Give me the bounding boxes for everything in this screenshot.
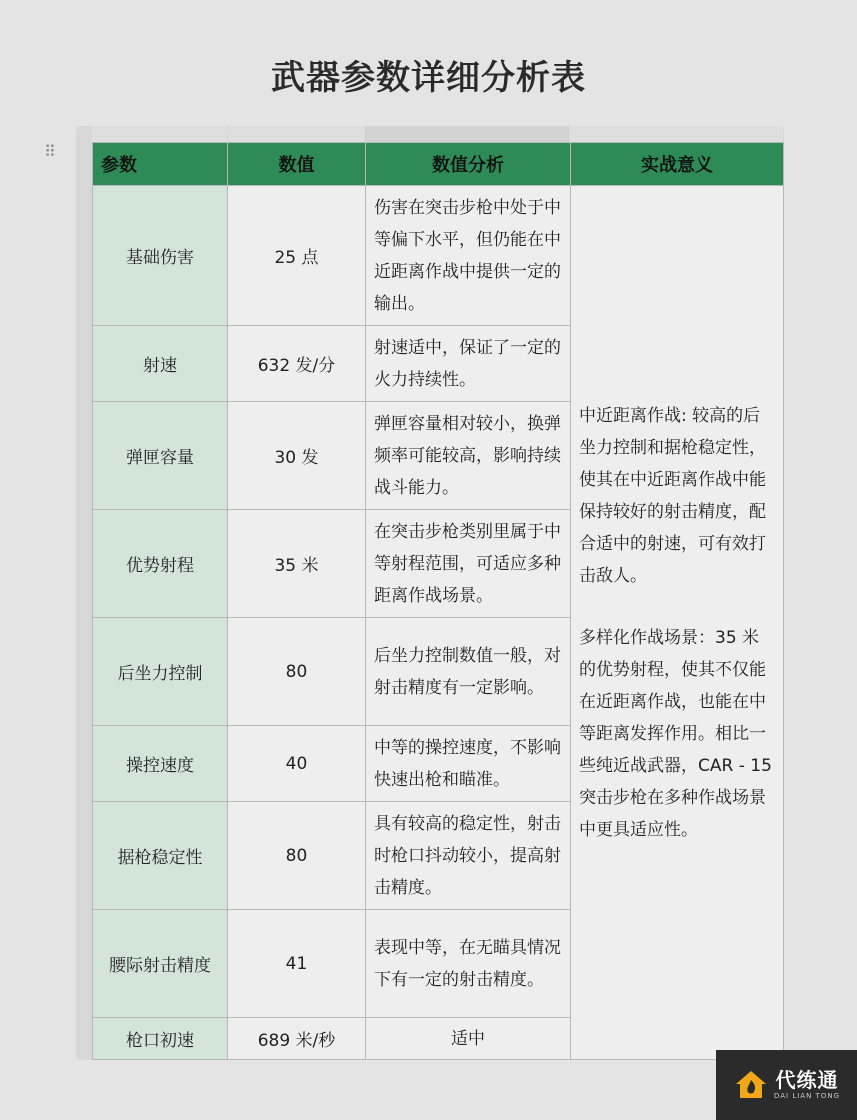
meaning-cell	[571, 186, 784, 1060]
param-name-cell: 腰际射击精度	[93, 910, 228, 1018]
watermark-text	[774, 1069, 840, 1101]
analysis-cell: 后坐力控制数值一般，对射击精度有一定影响。	[366, 618, 571, 726]
analysis-cell: 适中	[366, 1018, 571, 1060]
analysis-cell: 表现中等，在无瞄具情况下有一定的射击精度。	[366, 910, 571, 1018]
table-header-row	[93, 143, 784, 186]
param-name-cell: 弹匣容量	[93, 402, 228, 510]
column-resize-strip[interactable]	[570, 126, 783, 142]
home-flame-icon	[734, 1068, 768, 1102]
value-cell: 30 发	[228, 402, 366, 510]
meaning-spacer	[579, 592, 775, 622]
value-cell: 689 米/秒	[228, 1018, 366, 1060]
column-resize-strip[interactable]	[228, 126, 364, 142]
meaning-paragraph: 中近距离作战: 较高的后坐力控制和据枪稳定性，使其在中近距离作战中能保持较好的射击精度，配合适中的射速，可有效打击敌人。	[579, 406, 766, 586]
page-title: 武器参数详细分析表	[271, 58, 586, 98]
value-cell: 632 发/分	[228, 326, 366, 402]
header-value: 数值	[228, 143, 366, 186]
analysis-cell: 伤害在突击步枪中处于中等偏下水平，但仍能在中近距离作战中提供一定的输出。	[366, 186, 571, 326]
value-cell: 80	[228, 618, 366, 726]
analysis-cell: 射速适中，保证了一定的火力持续性。	[366, 326, 571, 402]
analysis-cell: 具有较高的稳定性，射击时枪口抖动较小，提高射击精度。	[366, 802, 571, 910]
value-cell: 35 米	[228, 510, 366, 618]
column-resize-strip[interactable]	[365, 126, 569, 142]
value-cell: 25 点	[228, 186, 366, 326]
param-name-cell: 枪口初速	[93, 1018, 228, 1060]
watermark-name: 代练通	[775, 1068, 839, 1092]
param-name-cell: 优势射程	[93, 510, 228, 618]
watermark-logo	[716, 1050, 857, 1120]
analysis-cell: 中等的操控速度，不影响快速出枪和瞄准。	[366, 726, 571, 802]
value-cell: 41	[228, 910, 366, 1018]
drag-handle-icon[interactable]: ⠿	[44, 142, 57, 161]
header-analysis: 数值分析	[366, 143, 571, 186]
value-cell: 80	[228, 802, 366, 910]
watermark-pinyin: DAI LIAN TONG	[774, 1092, 841, 1100]
param-name-cell: 后坐力控制	[93, 618, 228, 726]
header-param: 参数	[93, 143, 228, 186]
param-name-cell: 据枪稳定性	[93, 802, 228, 910]
param-name-cell: 操控速度	[93, 726, 228, 802]
meaning-paragraph: 多样化作战场景：35 米的优势射程，使其不仅能在近距离作战，也能在中等距离发挥作用。相比一些纯近战武器，CAR - 15 突击步枪在多种作战场景中更具适应性。	[579, 628, 772, 840]
weapon-params-table	[92, 142, 784, 1060]
param-name-cell: 基础伤害	[93, 186, 228, 326]
param-name-cell: 射速	[93, 326, 228, 402]
analysis-cell: 在突击步枪类别里属于中等射程范围，可适应多种距离作战场景。	[366, 510, 571, 618]
header-meaning: 实战意义	[571, 143, 784, 186]
column-resize-strip[interactable]	[92, 126, 227, 142]
table-row	[93, 186, 784, 326]
value-cell: 40	[228, 726, 366, 802]
analysis-cell: 弹匣容量相对较小，换弹频率可能较高，影响持续战斗能力。	[366, 402, 571, 510]
